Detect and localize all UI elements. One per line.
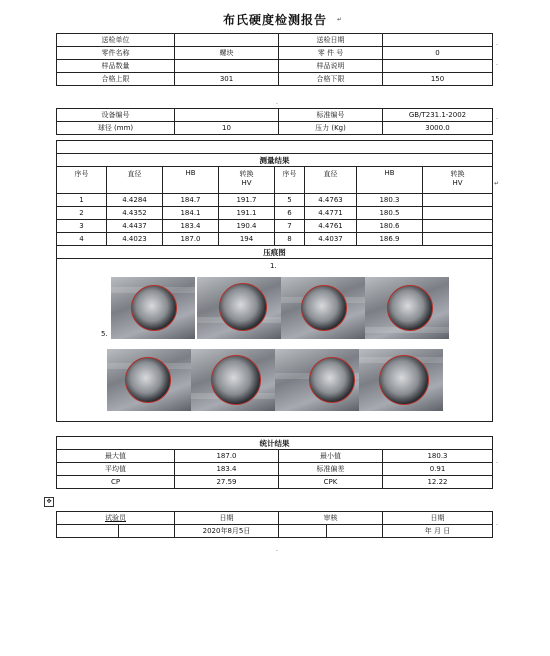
max-label: 最大值	[57, 450, 175, 463]
cpk-label: CPK	[279, 476, 383, 489]
test-date-value[interactable]: 2020年8月5日	[175, 525, 279, 538]
indent-photo-6[interactable]	[191, 349, 275, 411]
force-value[interactable]: 3000.0	[383, 122, 493, 135]
send-date-label: 送检日期	[279, 34, 383, 47]
sample-qty-value[interactable]	[175, 60, 279, 73]
sample-desc-value[interactable]	[383, 60, 493, 73]
reviewer-sign-2[interactable]	[327, 525, 383, 538]
col-header-hv2: 转换 HV	[423, 167, 493, 194]
part-name-label: 零件名称	[57, 47, 175, 60]
stats-section-title: 统计结果	[57, 437, 493, 450]
lower-limit-label: 合格下限	[279, 73, 383, 86]
upper-limit-label: 合格上限	[57, 73, 175, 86]
reviewer-label: 审核	[279, 512, 383, 525]
col-header-hb2: HB	[357, 167, 423, 194]
ball-dia-label: 球径 (mm)	[57, 122, 175, 135]
cpk-value: 12.22	[383, 476, 493, 489]
tester-sign-2[interactable]	[119, 525, 175, 538]
reviewer-sign-1[interactable]	[279, 525, 327, 538]
equipment-table	[56, 108, 493, 135]
lower-limit-value[interactable]: 150	[383, 73, 493, 86]
sample-desc-label: 样品说明	[279, 60, 383, 73]
cp-label: CP	[57, 476, 175, 489]
std-label: 标准偏差	[279, 463, 383, 476]
paragraph-mark-row: ↵	[494, 180, 500, 187]
sample-qty-label: 样品数量	[57, 60, 175, 73]
row-end-mark: .	[496, 520, 498, 527]
paragraph-mark-end: .	[276, 546, 278, 553]
col-header-no2: 序号	[275, 167, 305, 194]
paragraph-mark-title: ↵	[337, 16, 343, 23]
paragraph-mark-gap: .	[276, 99, 278, 106]
max-value: 187.0	[175, 450, 279, 463]
send-unit-value[interactable]	[175, 34, 279, 47]
min-value: 180.3	[383, 450, 493, 463]
ball-dia-value[interactable]: 10	[175, 122, 279, 135]
device-no-value[interactable]	[175, 109, 279, 122]
min-label: 最小值	[279, 450, 383, 463]
measurement-table	[56, 140, 493, 422]
tester-label: 试验员	[57, 512, 175, 525]
force-label: 压力 (Kg)	[279, 122, 383, 135]
indent-photo-2[interactable]	[197, 277, 281, 339]
indent-photo-1[interactable]	[111, 277, 195, 339]
part-no-value[interactable]: 0	[383, 47, 493, 60]
col-header-hv: 转换 HV	[219, 167, 275, 194]
photo-number-5: 5.	[101, 330, 108, 338]
indent-photo-4[interactable]	[365, 277, 449, 339]
review-date-value[interactable]: 年 月 日	[383, 525, 493, 538]
std-value: 0.91	[383, 463, 493, 476]
col-header-dia: 直径	[107, 167, 163, 194]
send-date-value[interactable]	[383, 34, 493, 47]
standard-no-label: 标准编号	[279, 109, 383, 122]
spacer-row	[57, 141, 493, 154]
signature-table	[56, 511, 493, 538]
date-label: 日期	[175, 512, 279, 525]
col-header-dia2: 直径	[305, 167, 357, 194]
indent-photo-7[interactable]	[275, 349, 359, 411]
sample-info-table	[56, 33, 493, 86]
indent-photo-3[interactable]	[281, 277, 365, 339]
table-row: 4 4.4023 187.0 194 8 4.4037 186.9	[57, 233, 493, 246]
date-label-2: 日期	[383, 512, 493, 525]
measure-section-title: 测量结果	[57, 154, 493, 167]
indent-photo-5[interactable]	[107, 349, 191, 411]
avg-value: 183.4	[175, 463, 279, 476]
photo-number-1: 1.	[270, 262, 277, 270]
part-no-label: 零 件 号	[279, 47, 383, 60]
upper-limit-value[interactable]: 301	[175, 73, 279, 86]
col-header-hb: HB	[163, 167, 219, 194]
indent-photos	[57, 259, 493, 422]
table-row: 3 4.4437 183.4 190.4 7 4.4761 180.6	[57, 220, 493, 233]
tester-sign-1[interactable]	[57, 525, 119, 538]
col-header-no: 序号	[57, 167, 107, 194]
row-end-mark: .	[496, 458, 498, 465]
row-end-mark: .	[496, 114, 498, 121]
row-end-mark: .	[496, 40, 498, 47]
statistics-table	[56, 436, 493, 489]
table-row: 1 4.4284 184.7 191.7 5 4.4763 180.3	[57, 194, 493, 207]
part-name-value[interactable]: 螺块	[175, 47, 279, 60]
cp-value: 27.59	[175, 476, 279, 489]
table-row: 2 4.4352 184.1 191.1 6 4.4771 180.5	[57, 207, 493, 220]
row-end-mark: .	[496, 60, 498, 67]
device-no-label: 设备编号	[57, 109, 175, 122]
avg-label: 平均值	[57, 463, 175, 476]
table-move-handle-icon[interactable]: ✥	[44, 497, 54, 507]
indent-section-title: 压痕图	[57, 246, 493, 259]
send-unit-label: 送检单位	[57, 34, 175, 47]
standard-no-value[interactable]: GB/T231.1-2002	[383, 109, 493, 122]
indent-photo-8[interactable]	[359, 349, 443, 411]
report-title: 布氏硬度检测报告	[222, 13, 327, 27]
